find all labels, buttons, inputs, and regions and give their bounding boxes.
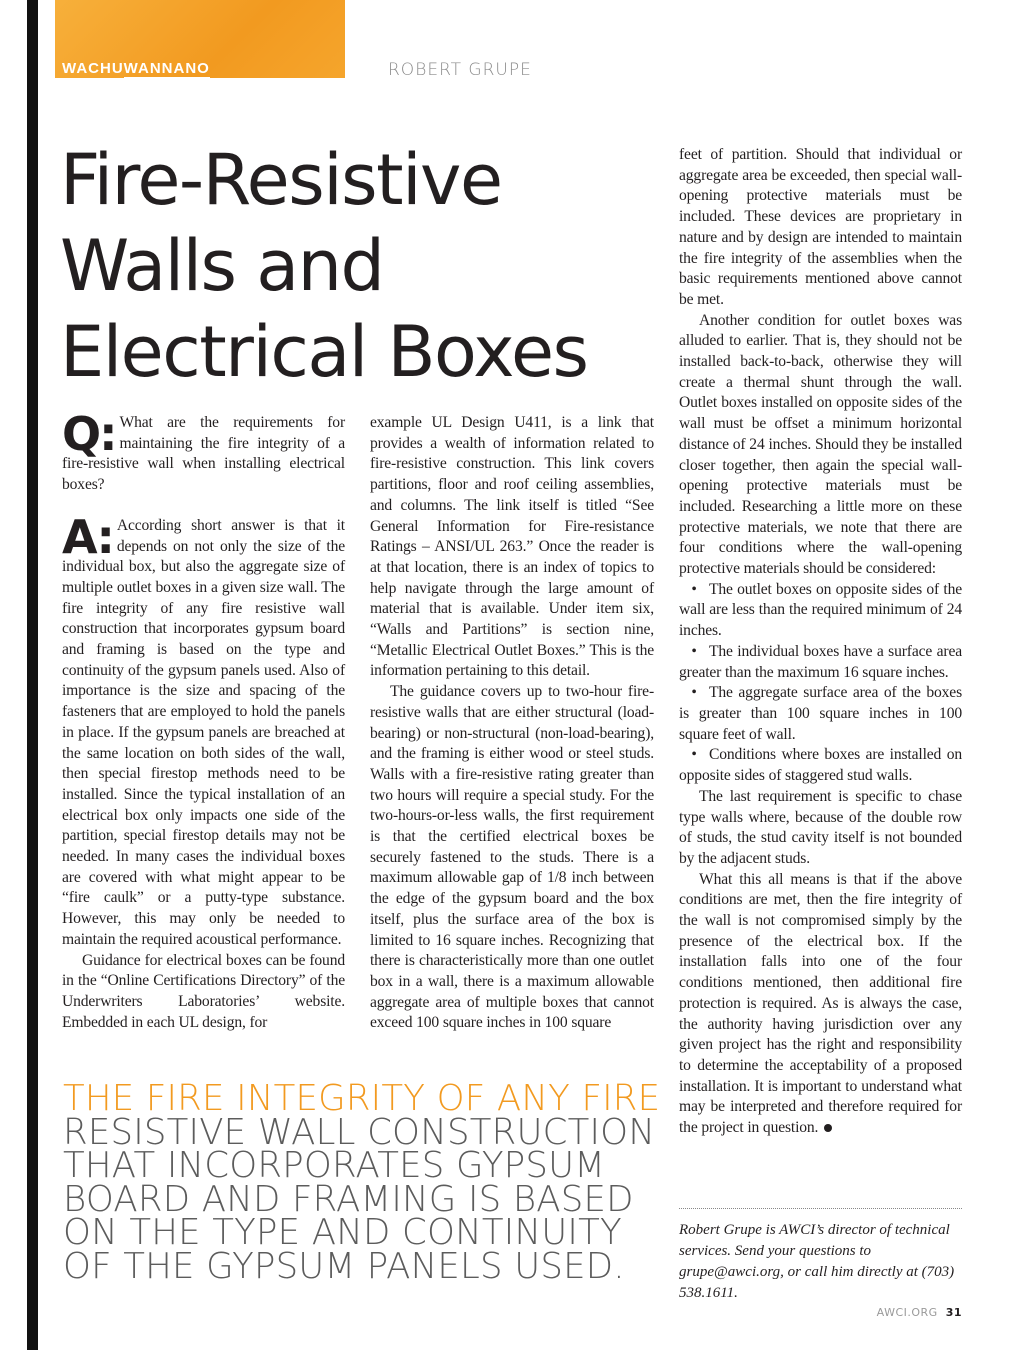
bullet-icon: • [691,684,697,702]
paragraph: Another condition for outlet boxes was alluded to earlier. That is, they should not be installed back-to-back, otherwise they will create a thermal shunt through the wall. Outlet boxes installed on opposite sides of the wall must be offset a minimum horizontal distance of 24 inches. Should they be installed closer together, then again the special wall-opening protective materials must be included. Researching a little more on these protective materials, we note that there are four conditions where the wall-opening protective materials should be considered: [679,311,962,578]
bullet-item: • The aggregate surface area of the boxes is greater than 100 square inches in 100 square feet of wall. [679,684,962,743]
answer-block [62,509,345,951]
paragraph: Guidance for electrical boxes can be found in the “Online Certifications Directory” of the Underwriters Laboratories’ website. Embedded in each UL design, for [62,951,345,1031]
title-line: Fire-Resistive [60,139,502,221]
paragraph: The last requirement is specific to chase type walls where, because of the double row of studs, the stud cavity itself is not bounded by the adjacent studs. [679,787,962,867]
end-mark-icon [824,1124,832,1132]
bullet-item: • Conditions where boxes are installed on opposite sides of staggered stud walls. [679,746,962,785]
pull-quote [63,1078,663,1287]
left-black-rule [27,0,38,1350]
paragraph: What this all means is that if the above conditions are met, then the fire integrity of the wall is not compromised simply by the presence of the electrical box. If the installation falls into one of the four conditions mentioned, then additional fire protection is required. As is always the case, the authority having jurisdiction over any given project has the right and responsibility to determine the acceptability of a proposed installation. It is important to understand what may be interpreted and therefore required for the project in question. [679,870,962,1137]
column-1 [62,407,345,1033]
title-line: Electrical Boxes [60,311,588,393]
bullet-icon: • [691,580,697,598]
pull-quote-rest: RESISTIVE WALL CONSTRUCTION THAT INCORPORATES GYPSUM BOARD AND FRAMING IS BASED ON THE TYPE AND CONTINUITY OF THE GYPSUM PANELS USED. [63,1111,656,1287]
page-number: 31 [945,1306,962,1319]
author-heading: ROBERT GRUPE [388,60,532,80]
paragraph: example UL Design U411, is a link that provides a wealth of information related to fire-resistive construction. This link covers partitions, floor and roof ceiling assemblies, and columns. The link itself is titled “See General Information for Fire-resistance Ratings – ANSI/UL 263.” Once the reader is at that location, there is an index of topics to help navigate through the large amount of material that is available. Under item six, “Walls and Partitions” is section nine, “Metallic Electrical Outlet Boxes.” This is the information pertaining to this detail. [370,414,654,680]
bullet-icon: • [691,642,697,660]
bullet-item: • The individual boxes have a surface area greater than the maximum 16 square inches. [679,642,962,681]
pull-quote-highlight: THE FIRE INTEGRITY OF ANY FIRE [63,1078,661,1119]
section-label: WACHUWANNANO [62,60,210,77]
paragraph: feet of partition. Should that individual or aggregate area be exceeded, then special wall-opening protective materials must be included. These devices are proprietary in nature and by design are intended to maintain the fire integrity of the assemblies when the basic requirements mentioned above cannot be met. [679,146,962,308]
footer-site: AWCI.ORG [876,1306,938,1319]
answer-letter: A: [62,509,113,564]
question-block [62,407,345,496]
author-bio: Robert Grupe is AWCI’s director of technical services. Send your questions to grupe@awci.org, or call him directly at (703) 538.1611. [679,1222,955,1301]
column-3 [679,145,962,1139]
bullet-item: • The outlet boxes on opposite sides of the wall are less than the required minimum of 24 inches. [679,580,962,640]
question-letter: Q: [62,407,116,461]
paragraph: The guidance covers up to two-hour fire-resistive walls that are either structural (load-bearing) or non-structural (non-load-bearing), and the framing is either wood or steel studs. Walls with a fire-resistive rating greater than two hours will require a special study. For the two-hours-or-less walls, the first requirement is that the certified electrical boxes be securely fastened to the studs. There is a maximum allowable gap of 1/8 inch between the edge of the gypsum board and the box itself, plus the surface area of the box is limited to 16 square inches. Recognizing that there is characteristically more than one outlet box in a wall, there is a maximum allowable aggregate area of multiple boxes that cannot exceed 100 square inches in 100 square [370,683,654,1032]
question-text: What are the requirements for maintaining the fire integrity of a fire-resistive wall when installing electrical boxes? [62,414,345,494]
bio-divider [679,1208,962,1209]
article-title [60,137,620,395]
page-footer [877,1306,962,1319]
column-2 [370,413,654,1034]
answer-text: According short answer is that it depends on not only the size of the individual box, but also the aggregate size of multiple outlet boxes in a given size wall. The fire integrity of any fire resistive wall construction that incorporates gypsum board and framing is based on the type and continuity of the gypsum panels used. Also of importance is the size and spacing of the fasteners that are employed to hold the panels in place. If the gypsum panels are breached at the same location on both sides of the wall, then special firestop methods need to be installed. Since the typical installation of an electrical box only impacts one side of the partition, special firestop details may not be needed. In many cases the individual boxes are covered with what might appear to be “fire caulk” or a putty-type substance. However, this may only be needed to maintain the required acoustical performance. [62,516,345,948]
title-line: Walls and [60,225,384,307]
bullet-icon: • [691,746,697,764]
